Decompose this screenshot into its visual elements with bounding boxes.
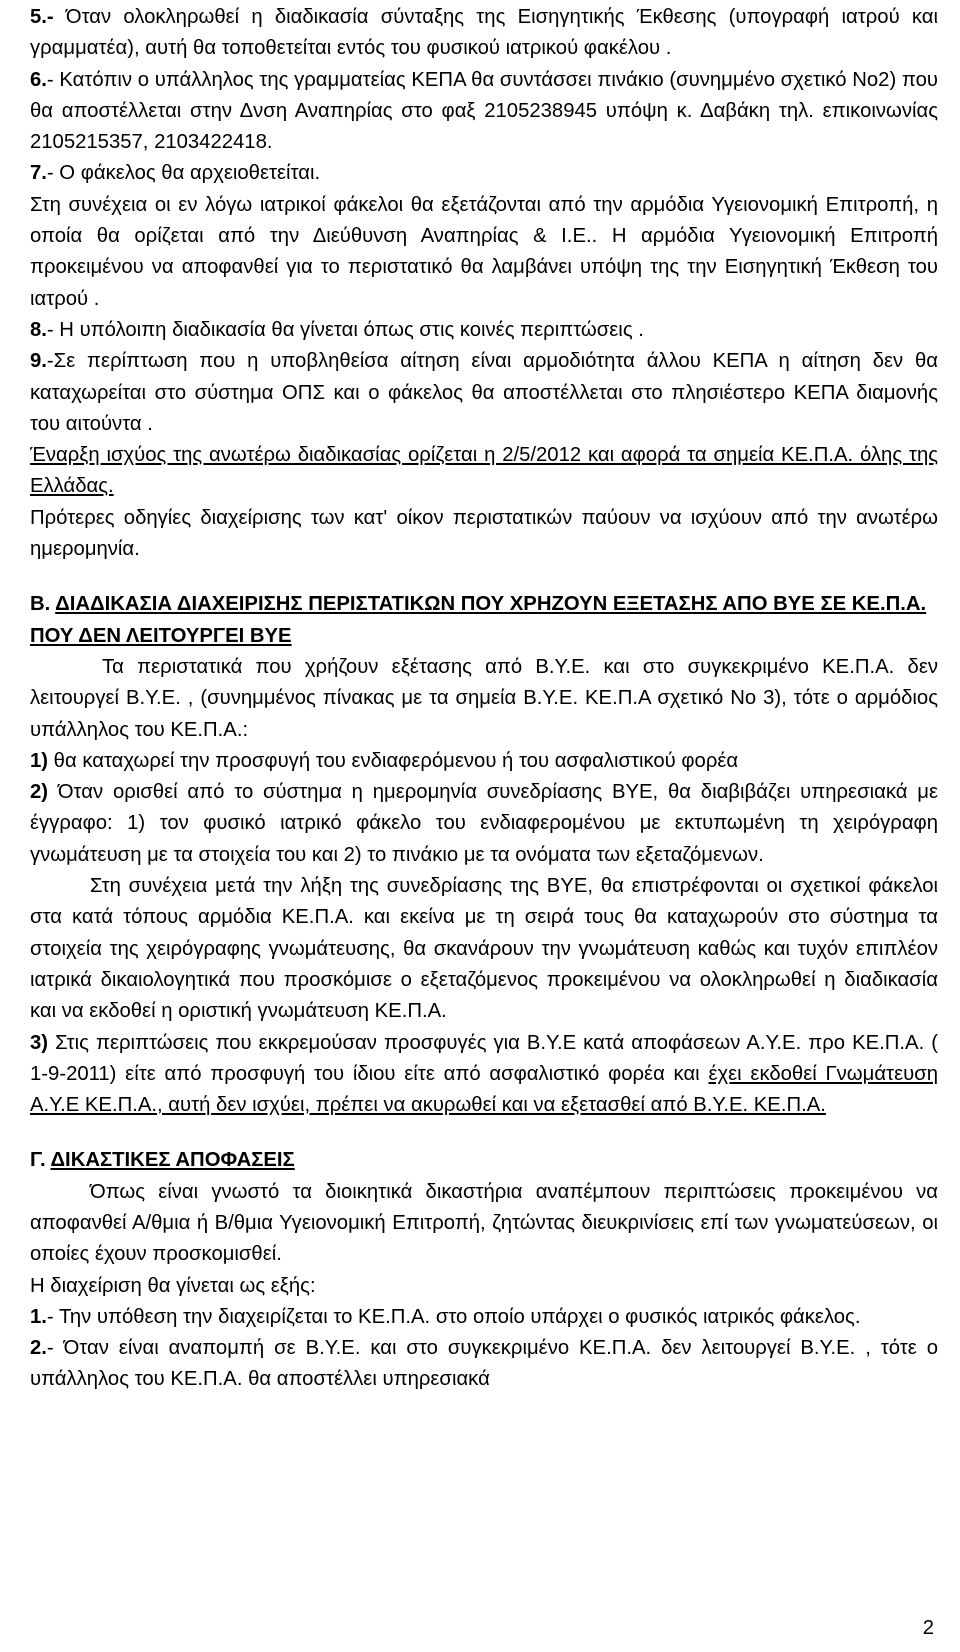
item-number: 9. (30, 350, 47, 373)
item-9 (30, 346, 938, 440)
item-number: 3) (30, 1031, 49, 1054)
item-number: 1. (30, 1305, 47, 1328)
item-5 (30, 2, 938, 65)
item-number: 6. (30, 68, 47, 91)
item-8 (30, 315, 938, 346)
section-b-intro: Τα περιστατικά που χρήζουν εξέτασης από Β.Υ.Ε. και στο συγκεκριμένο ΚΕ.Π.Α. δεν λειτουργεί Β.Υ.Ε. , (συνημμένος πίνακας με τα σημεία Β.Υ.Ε. ΚΕ.Π.Α σχετικό Νο 3), τότε ο αρμόδιος υπάλληλος του ΚΕ.Π.Α.: (30, 655, 938, 741)
section-c-item-1 (30, 1302, 938, 1333)
item-6 (30, 65, 938, 159)
spacer (30, 1121, 938, 1145)
item-text: - Κατόπιν ο υπάλληλος της γραμματείας ΚΕΠΑ θα συντάσσει πινάκιο (συνημμένο σχετικό Νο2) που θα αποστέλλεται στην Δνση Αναπηρίας στο φαξ 2105238945 υπόψη κ. Δαβάκη τηλ. επικοινωνίας 2105215357, 2103422418. (30, 68, 938, 154)
section-b-item-3 (30, 1028, 938, 1122)
spacer (30, 565, 938, 589)
committee-paragraph: Στη συνέχεια οι εν λόγω ιατρικοί φάκελοι θα εξετάζονται από την αρμόδια Υγειονομική Επιτροπή, η οποία θα ορίζεται από την Διεύθυνση Αναπηρίας & Ι.Ε.. Η αρμόδια Υγειονομική Επιτροπή προκειμένου να αποφανθεί για το περιστατικό θα λαμβάνει υπόψη της την Εισηγητική Έκθεση του ιατρού . (30, 193, 938, 310)
section-c-item-2 (30, 1333, 938, 1396)
section-letter: Γ. (30, 1149, 51, 1172)
item-text: - Ο φάκελος θα αρχειοθετείται. (46, 162, 321, 185)
item-text: Όταν ολοκληρωθεί η διαδικασία σύνταξης της Εισηγητικής Έκθεσης (υπογραφή ιατρού και γραμματέα), αυτή θα τοποθετείται εντός του φυσικού ιατρικού φακέλου . (30, 6, 938, 60)
item-number: 8. (30, 318, 47, 341)
item-number: 1) (30, 749, 49, 772)
section-c-heading (30, 1145, 938, 1176)
item-text: - Την υπόθεση την διαχειρίζεται το ΚΕ.Π.Α. στο οποίο υπάρχει ο φυσικός ιατρικός φάκελος. (46, 1305, 861, 1328)
item-number: 7. (30, 162, 47, 185)
section-title: ΔΙΑΔΙΚΑΣΙΑ ΔΙΑΧΕΙΡΙΣΗΣ ΠΕΡΙΣΤΑΤΙΚΩΝ ΠΟΥ ΧΡΗΖΟΥΝ ΕΞΕΤΑΣΗΣ ΑΠΟ ΒΥΕ ΣΕ ΚΕ.Π.Α. ΠΟΥ ΔΕΝ ΛΕΙΤΟΥΡΓΕΙ ΒΥΕ (30, 593, 927, 647)
item-text: θα καταχωρεί την προσφυγή του ενδιαφερόμενου ή του ασφαλιστικού φορέα (48, 749, 739, 772)
section-b-item-2 (30, 777, 938, 871)
section-c-intro: Όπως είναι γνωστό τα διοικητικά δικαστήρια αναπέμπουν περιπτώσεις προκειμένου να αποφανθεί Α/θμια ή Β/θμια Υγειονομική Επιτροπή, ζητώντας διευκρινίσεις επί των γνωματεύσεων, οι οποίες έχουν προσκομισθεί. (30, 1180, 938, 1266)
section-b-heading (30, 589, 938, 652)
section-letter: Β. (30, 593, 56, 616)
item-text: Όταν ορισθεί από το σύστημα η ημερομηνία συνεδρίασης ΒΥΕ, θα διαβιβάζει υπηρεσιακά με έγγραφο: 1) τον φυσικό ιατρικό φάκελο του ενδιαφερομένου με εκτυπωμένη τη χειρόγραφη γνωμάτευση με τα στοιχεία του και 2) το πινάκιο με τα ονόματα των εξεταζόμενων. (30, 781, 938, 866)
section-b-item-1 (30, 746, 938, 777)
section-b-after-paragraph: Στη συνέχεια μετά την λήξη της συνεδρίασης της ΒΥΕ, θα επιστρέφονται οι σχετικοί φάκελοι στα κατά τόπους αρμόδια ΚΕ.Π.Α. και εκείνα με τη σειρά τους θα καταχωρούν στο σύστημα τα στοιχεία της χειρόγραφης γνωμάτευσης, θα σκανάρουν την γνωμάτευση καθώς και τυχόν επιπλέον ιατρικά δικαιολογητικά που προσκόμισε ο εξεταζόμενος προκειμένου να ολοκληρωθεί η διαδικασία και να εκδοθεί η οριστική γνωμάτευση ΚΕ.Π.Α. (30, 875, 938, 1023)
item-number: 2. (30, 1337, 47, 1360)
effective-date-paragraph: Έναρξη ισχύος της ανωτέρω διαδικασίας ορίζεται η 2/5/2012 και αφορά τα σημεία ΚΕ.Π.Α. όλης της Ελλάδας. (30, 444, 938, 498)
section-title: ΔΙΚΑΣΤΙΚΕΣ ΑΠΟΦΑΣΕΙΣ (50, 1149, 295, 1172)
item-text: -Σε περίπτωση που η υποβληθείσα αίτηση είναι αρμοδιότητα άλλου ΚΕΠΑ η αίτηση δεν θα καταχωρείται στο σύστημα ΟΠΣ και ο φάκελος θα αποστέλλεται στο πλησιέστερο ΚΕΠΑ διαμονής του αιτούντα . (30, 350, 938, 435)
item-number: 2) (30, 781, 49, 804)
item-text: - Η υπόλοιπη διαδικασία θα γίνεται όπως στις κοινές περιπτώσεις . (46, 318, 644, 341)
item-text: Στις περιπτώσεις που εκκρεμούσαν προσφυγές για Β.Υ.Ε κατά αποφάσεων Α.Υ.Ε. προ ΚΕ.Π.Α. ( 1-9-2011) είτε από προσφυγή του ίδιου είτε από ασφαλιστικό φορέα και (30, 1031, 938, 1085)
item-text: - Όταν είναι αναπομπή σε Β.Υ.Ε. και στο συγκεκριμένο ΚΕ.Π.Α. δεν λειτουργεί Β.Υ.Ε. , τότε ο υπάλληλος του ΚΕ.Π.Α. θα αποστέλλει υπηρεσιακά (30, 1337, 938, 1391)
item-number: 5.- (30, 6, 54, 28)
management-line: Η διαχείριση θα γίνεται ως εξής: (30, 1274, 316, 1297)
previous-instructions-paragraph: Πρότερες οδηγίες διαχείρισης των κατ' οίκον περιστατικών παύουν να ισχύουν από την ανωτέρω ημερομηνία. (30, 506, 938, 561)
item-text-underlined: έχει εκδοθεί Γνωμάτευση Α.Υ.Ε ΚΕ.Π.Α., αυτή δεν ισχύει, πρέπει να ακυρωθεί και να εξετασθεί από Β.Υ.Ε. ΚΕ.Π.Α. (30, 1062, 938, 1117)
page-number: 2 (922, 1616, 934, 1639)
item-7 (30, 158, 938, 189)
